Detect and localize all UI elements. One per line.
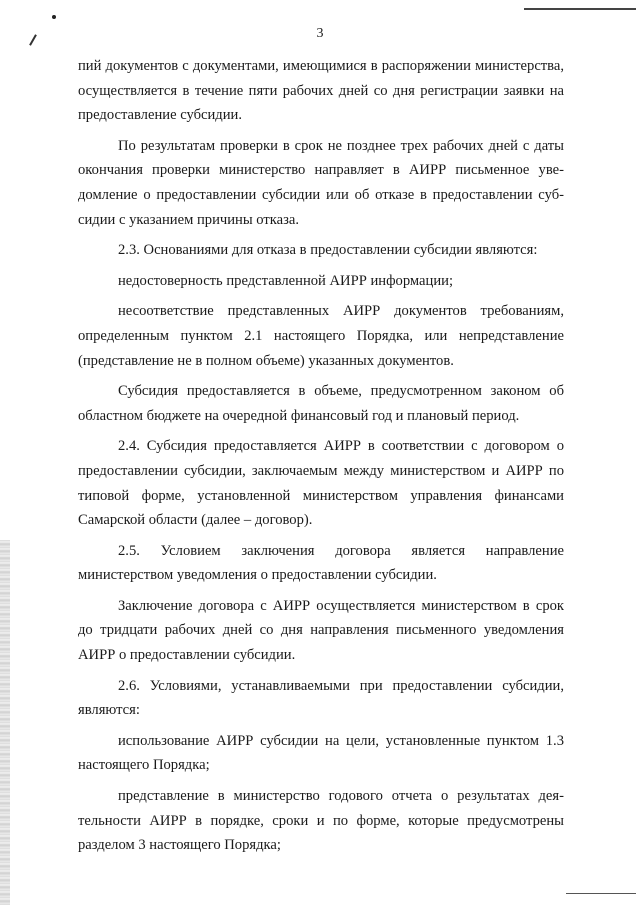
paragraph-2-6-conditions: 2.6. Условиями, устанавливаемыми при предоставлении субсидии, являются: — [78, 677, 564, 719]
paragraph-subsidy-volume: Субсидия предоставляется в объеме, предусмотренном законом об областном бюджете на очередной финансовый год и плановый период. — [78, 383, 564, 424]
paragraph-agreement-term: Заключение договора с АИРР осуществляется министерством в срок до тридцати рабочих дней со дня направления письменного уведомления АИРР о предоставлении субсидии. — [78, 597, 564, 664]
paragraph-refusal-ground-2: несоответствие представленных АИРР документов требованиям, определенным пунктом 2.1 настоящего Порядка, или непредставление (представление не в полном объеме) указанных документов. — [78, 303, 564, 369]
paragraph-refusal-ground-1: недостоверность представленной АИРР информации; — [118, 272, 454, 289]
paragraph-continuation: пий документов с документами, имеющимися в распоряжении министерства, осуществляется в течение пяти рабочих дней со дня регистрации заявки на предоставление субсидии. — [78, 58, 564, 124]
paragraph-condition-purpose: использование АИРР субсидии на цели, установленные пунктом 1.3 настоящего Порядка; — [78, 732, 564, 774]
paragraph-verification-result: По результатам проверки в срок не позднее трех рабочих дней с даты окончания проверки министерство направляет в АИРР письменное уведомление о предоставлении субсидии или об отказе в предоставлении субсидии с указанием причины отказа. — [78, 137, 564, 228]
scan-dot-mark — [52, 15, 56, 19]
page-number: 3 — [316, 26, 324, 41]
scan-binding-edge — [0, 540, 10, 905]
document-body — [78, 54, 564, 864]
scan-edge-line-top — [524, 8, 636, 10]
scan-edge-line-bottom — [566, 893, 636, 894]
paragraph-2-4-agreement: 2.4. Субсидия предоставляется АИРР в соответствии с договором о предоставлении субсидии, заключаемым между министерством и АИРР по типовой форме, установленной министерством управления финансами Самарской области (далее – договор). — [78, 438, 564, 529]
paragraph-condition-report: представление в министерство годового отчета о результатах деятельности АИРР в порядке, сроки и по форме, которые предусмотрены разделом 3 настоящего Порядка; — [78, 788, 564, 854]
paragraph-2-5-condition: 2.5. Условием заключения договора является направление министерством уведомления о предоставлении субсидии. — [78, 542, 564, 584]
paragraph-2-3-refusal-grounds: 2.3. Основаниями для отказа в предоставлении субсидии являются: — [118, 242, 538, 259]
